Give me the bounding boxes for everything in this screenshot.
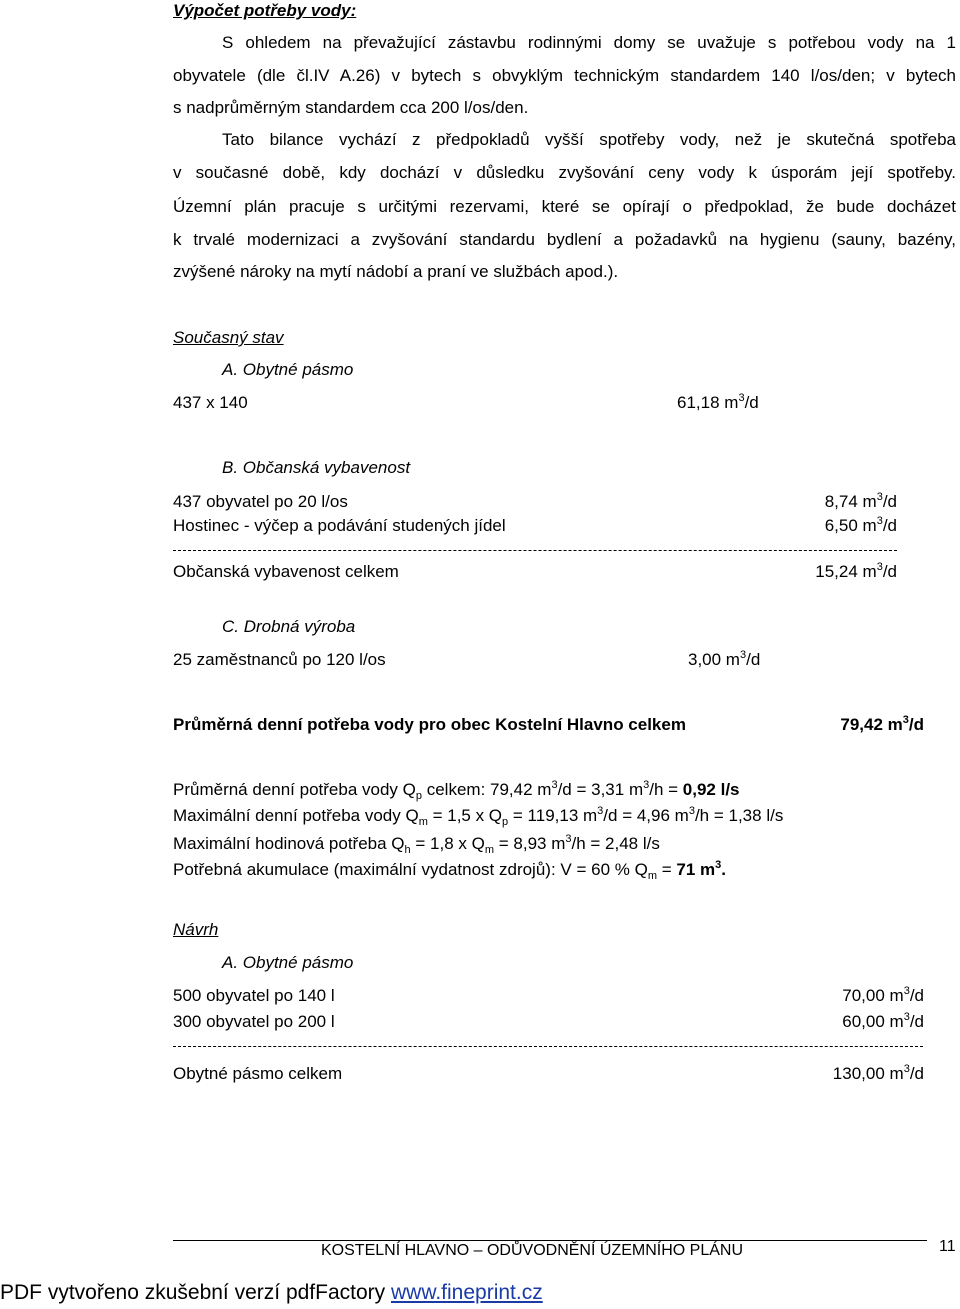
row-label: 300 obyvatel po 200 l	[173, 1012, 335, 1031]
row-label: 437 x 140	[173, 393, 248, 412]
intro-line: v současné době, kdy dochází v důsledku zvyšování ceny vody k úsporám její spotřeby.	[173, 163, 956, 182]
intro-line: s nadprůměrným standardem cca 200 l/os/den.	[173, 98, 529, 117]
row-value: 3,00 $m^3/d$	[688, 649, 761, 669]
current-state-title: Současný stav	[173, 328, 284, 347]
row-value: 60,00 $m^3/d$	[842, 1011, 924, 1031]
calc-line-accumulation: Potřebná akumulace (maximální vydatnost zdrojů): V = 60 % $Q_m = 71$ $m^3$.	[173, 859, 726, 882]
row-label: 25 zaměstnanců po 120 l/os	[173, 650, 386, 669]
total-label: Občanská vybavenost celkem	[173, 562, 399, 581]
row-value: 8,74 $m^3/d$	[824, 491, 897, 511]
total-value: 130,00 $m^3/d$	[832, 1063, 924, 1083]
intro-line: Územní plán pracuje s určitými rezervami, které se opírají o předpoklad, že bude docházet	[173, 197, 956, 216]
grand-total-label: Průměrná denní potřeba vody pro obec Kostelní Hlavno celkem	[173, 715, 686, 734]
total-value: 15,24 $m^3/d$	[815, 561, 897, 581]
intro-line: Tato bilance vychází z předpokladů vyšší spotřeby vody, než je skutečná spotřeba	[222, 130, 956, 149]
section-heading: Výpočet potřeby vody:	[173, 1, 357, 20]
zone-c-title: C. Drobná výroba	[222, 617, 356, 636]
zone-b-title: B. Občanská vybavenost	[222, 458, 411, 477]
calc-line-avg: Průměrná denní potřeba vody $Q_p$ celkem: 79,42 $m^3/d = 3,31$ $m^3/h = 0,92$ l/s	[173, 779, 740, 802]
row-value: 6,50 $m^3/d$	[824, 515, 897, 535]
dashed-divider	[173, 1046, 923, 1047]
zone-a-title: A. Obytné pásmo	[222, 360, 354, 379]
page-number: 11	[939, 1238, 956, 1255]
row-value: 61,18 $m^3/d$	[677, 392, 759, 412]
pdf-watermark: PDF vytvořeno zkušební verzí pdfFactory www.fineprint.cz	[0, 1281, 543, 1304]
row-value: 70,00 $m^3/d$	[842, 985, 924, 1005]
calc-line-max-hourly: Maximální hodinová potřeba $Q_h = 1,8$ x $Q_m = 8,93$ $m^3/h = 2,48$ l/s	[173, 833, 660, 856]
calc-line-max-daily: Maximální denní potřeba vody $Q_m = 1,5$ x $Q_p = 119,13$ $m^3/d = 4,96$ $m^3/h = 1,38$ l/s	[173, 805, 784, 828]
row-label: Hostinec - výčep a podávání studených jídel	[173, 516, 506, 535]
intro-line: obyvatele (dle čl.IV A.26) v bytech s obvyklým technickým standardem 140 l/os/den; v bytech	[173, 66, 956, 85]
fineprint-link[interactable]: www.fineprint.cz	[390, 1281, 543, 1304]
proposal-title: Návrh	[173, 920, 219, 939]
grand-total-value: 79,42 $m^3/d$	[840, 714, 924, 734]
row-label: 437 obyvatel po 20 l/os	[173, 492, 348, 511]
intro-line: zvýšené nároky na mytí nádobí a praní ve službách apod.).	[173, 262, 619, 281]
row-label: 500 obyvatel po 140 l	[173, 986, 335, 1005]
total-label: Obytné pásmo celkem	[173, 1064, 343, 1083]
footer-rule	[173, 1240, 927, 1241]
intro-line: S ohledem na převažující zástavbu rodinnými domy se uvažuje s potřebou vody na 1	[222, 33, 956, 52]
footer-title: KOSTELNÍ HLAVNO – ODŮVODNĚNÍ ÚZEMNÍHO PLÁNU	[321, 1242, 743, 1259]
intro-line: k trvalé modernizaci a zvyšování standardu bydlení a požadavků na hygienu (sauny, bazény,	[173, 230, 956, 249]
dashed-divider	[173, 550, 897, 551]
proposal-zone-a-title: A. Obytné pásmo	[222, 953, 354, 972]
